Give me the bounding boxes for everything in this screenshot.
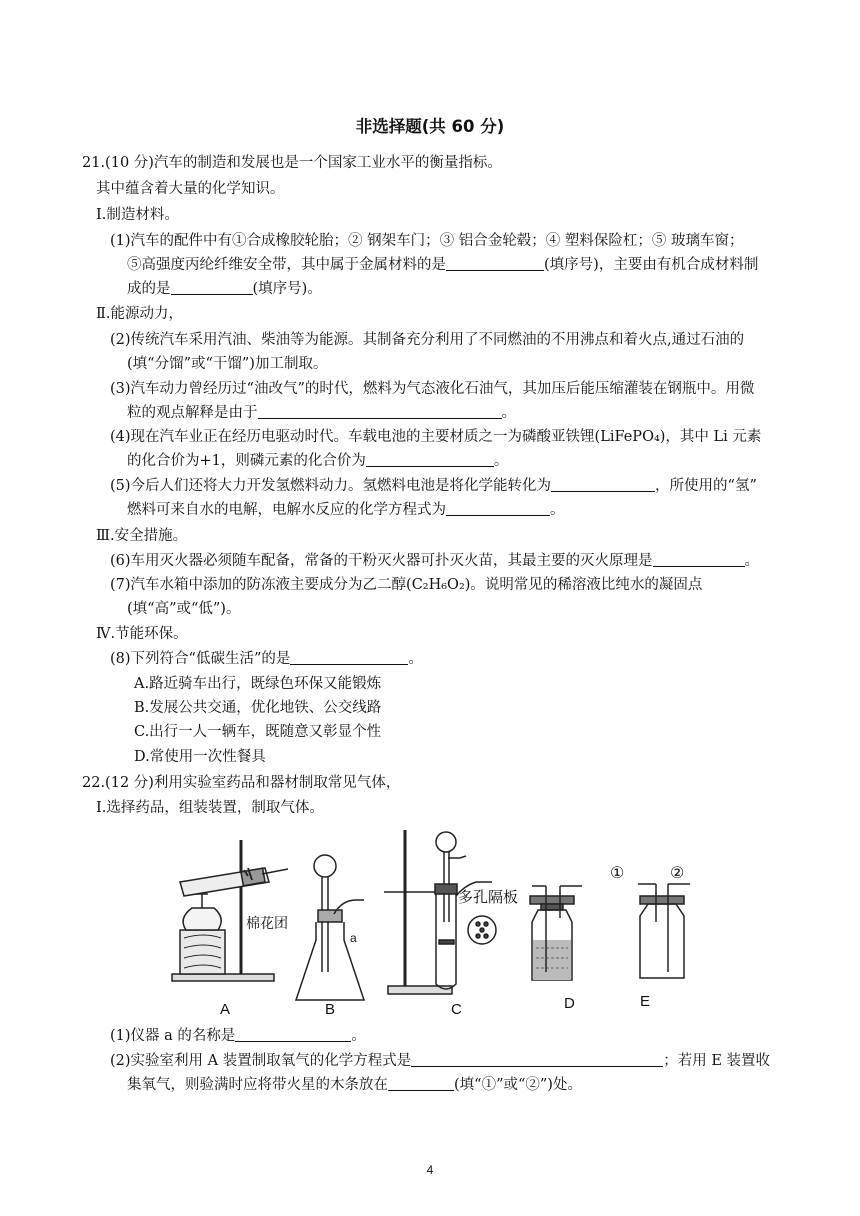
- q21-section-1: Ⅰ.制造材料。: [96, 207, 179, 223]
- q21-p2-line2: (填“分馏”或“干馏”)加工制取。: [127, 356, 328, 372]
- q22-intro: 22.(12 分)利用实验室药品和器材制取常见气体，: [82, 775, 401, 791]
- q21-p5-line2: 燃料可来自水的电解，电解水反应的化学方程式为 。: [127, 502, 565, 518]
- answer-blank[interactable]: [290, 650, 408, 665]
- svg-text:②: ②: [670, 865, 685, 882]
- q22-p2-line1: (2)实验室利用 A 装置制取氧气的化学方程式是 ；若用 E 装置收: [110, 1053, 771, 1069]
- label-c: C: [451, 1001, 462, 1018]
- answer-blank[interactable]: [388, 1076, 454, 1091]
- q22-p1: (1)仪器 a 的名称是 。: [110, 1028, 366, 1044]
- q21-p6: (6)车用灭火器必须随车配备，常备的干粉灭火器可扑灭火苗，其最主要的灭火原理是 。: [110, 553, 760, 569]
- answer-blank[interactable]: [411, 1052, 663, 1067]
- q21-option-b: B.发展公共交通，优化地铁、公交线路: [134, 700, 382, 716]
- q21-p1-line2: ⑤高强度丙纶纤维安全带，其中属于金属材料的是 (填序号)，主要由有机合成材料制: [127, 257, 759, 273]
- label-a: A: [220, 1001, 231, 1018]
- apparatus-b: [296, 855, 364, 1000]
- label-d: D: [564, 995, 575, 1012]
- answer-blank[interactable]: [551, 477, 655, 492]
- q21-option-c: C.出行一人一辆车，既随意又彰显个性: [134, 724, 382, 740]
- q21-option-d: D.常使用一次性餐具: [134, 749, 266, 765]
- apparatus-c: [384, 830, 518, 994]
- answer-blank[interactable]: [653, 552, 745, 567]
- answer-blank[interactable]: [446, 501, 550, 516]
- page-number: 4: [426, 1163, 434, 1177]
- q21-section-3: Ⅲ.安全措施。: [96, 528, 188, 544]
- q21-intro: 21.(10 分)汽车的制造和发展也是一个国家工业水平的衡量指标。: [82, 155, 502, 171]
- q22-p2-line2: 集氧气，则验满时应将带火星的木条放在 (填“①”或“②”)处。: [127, 1077, 582, 1093]
- apparatus-d: [530, 886, 582, 980]
- q21-section-2: Ⅱ.能源动力，: [96, 306, 183, 322]
- apparatus-a: [172, 840, 288, 981]
- q21-intro-2: 其中蕴含着大量的化学知识。: [96, 181, 285, 197]
- svg-text:①: ①: [610, 865, 625, 882]
- q21-p3-line2: 粒的观点解释是由于 。: [127, 405, 516, 421]
- q21-p8: (8)下列符合“低碳生活”的是 。: [110, 651, 423, 667]
- q21-p1-line3: 成的是 (填序号)。: [127, 281, 322, 297]
- apparatus-e: [610, 865, 690, 978]
- answer-blank[interactable]: [235, 1027, 351, 1042]
- q21-option-a: A.路近骑车出行，既绿色环保又能锻炼: [134, 676, 382, 692]
- q21-p7-line2: (填“高”或“低”)。: [127, 601, 241, 617]
- cotton-label: 棉花团: [246, 915, 288, 931]
- q21-p5-line1: (5)今后人们还将大力开发氢燃料动力。氢燃料电池是将化学能转化为 ，所使用的“氢”: [110, 478, 757, 494]
- q21-p7-line1: (7)汽车水箱中添加的防冻液主要成分为乙二醇(C₂H₆O₂)。说明常见的稀溶液比纯水的凝固点: [110, 577, 703, 593]
- answer-blank[interactable]: [171, 280, 253, 295]
- q21-p4-line1: (4)现在汽车业正在经历电驱动时代。车载电池的主要材质之一为磷酸亚铁锂(LiFePO₄)，其中 Li 元素: [110, 429, 762, 445]
- q21-p4-line2: 的化合价为+1，则磷元素的化合价为 。: [127, 453, 509, 469]
- q22-section-1: Ⅰ.选择药品，组装装置，制取气体。: [96, 800, 324, 816]
- q21-p3-line1: (3)汽车动力曾经历过“油改气”的时代，燃料为气态液化石油气，其加压后能压缩灌装在钢瓶中。用微: [110, 381, 755, 397]
- label-e: E: [640, 993, 651, 1010]
- lab-apparatus-figure: [0, 822, 860, 1022]
- section-title: 非选择题(共 60 分): [355, 117, 505, 136]
- answer-blank[interactable]: [366, 452, 494, 467]
- q21-section-4: Ⅳ.节能环保。: [96, 626, 188, 642]
- label-b: B: [325, 1001, 336, 1018]
- q21-p2-line1: (2)传统汽车采用汽油、柴油等为能源。其制备充分利用了不同燃油的不用沸点和着火点,通过石油的: [110, 332, 745, 348]
- answer-blank[interactable]: [258, 404, 502, 419]
- svg-text:多孔隔板: 多孔隔板: [458, 889, 519, 906]
- q21-p1-line1: (1)汽车的配件中有①合成橡胶轮胎；② 钢架车门；③ 铝合金轮毂；④ 塑料保险杠；⑤ 玻璃车窗；: [110, 233, 744, 249]
- svg-text:a: a: [350, 931, 357, 945]
- answer-blank[interactable]: [446, 256, 544, 271]
